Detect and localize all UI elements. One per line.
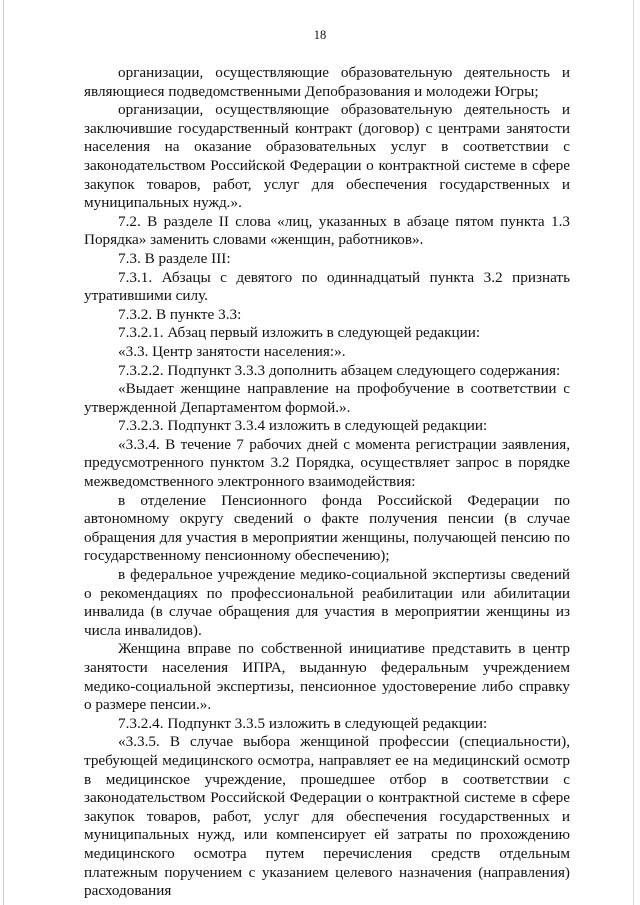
paragraph-1: организации, осуществляющие образовательную деятельность и являющиеся подведомственными Депобразования и молодежи Югры; bbox=[84, 64, 570, 100]
paragraph-12: «3.3.4. В течение 7 рабочих дней с момента регистрации заявления, предусмотренного пунктом 3.2 Порядка, осуществляет запрос в порядке межведомственного электронного взаимодействия: bbox=[84, 435, 570, 491]
paragraph-8: «3.3. Центр занятости населения:». bbox=[118, 342, 346, 360]
paragraph-7: 7.3.2.1. Абзац первый изложить в следующей редакции: bbox=[118, 324, 481, 342]
paragraph-9: 7.3.2.2. Подпункт 3.3.3 дополнить абзацем следующего содержания: bbox=[118, 361, 561, 379]
paragraph-10: «Выдает женщине направление на профобучение в соответствии с утвержденной Департаментом формой.». bbox=[84, 380, 570, 416]
paragraph-4: 7.3. В разделе III: bbox=[118, 249, 231, 267]
paragraph-17: «3.3.5. В случае выбора женщиной профессии (специальности), требующей медицинского осмотра, направляет ее на медицинский осмотр в медицинское учреждение, прошедшее отбор в соответствии с законодательством Российской Федерации о контрактной системе в сфере закупок товаров, работ, услуг для обеспечения государственных и муниципальных нужд, или компенсирует ей затраты по прохождению медицинского осмотра путем перечисления средств отдельным платежным поручением с указанием целевого назначения (направления) расходования bbox=[84, 733, 570, 900]
paragraph-6: 7.3.2. В пункте 3.3: bbox=[118, 305, 242, 323]
paragraph-13: в отделение Пенсионного фонда Российской Федерации по автономному округу сведений о факте получения пенсии (в случае обращения для участия в мероприятии женщины, получающей пенсию по государственному пенсионному обеспечению); bbox=[84, 491, 570, 565]
scan-edge-right bbox=[633, 0, 634, 905]
paragraph-16: 7.3.2.4. Подпункт 3.3.5 изложить в следующей редакции: bbox=[118, 714, 488, 732]
scan-edge-left bbox=[3, 0, 4, 905]
page-number: 18 bbox=[313, 28, 327, 42]
paragraph-11: 7.3.2.3. Подпункт 3.3.4 изложить в следующей редакции: bbox=[118, 417, 488, 435]
paragraph-3: 7.2. В разделе II слова «лиц, указанных в абзаце пятом пункта 1.3 Порядка» заменить словами «женщин, работников». bbox=[84, 212, 570, 249]
paragraph-5: 7.3.1. Абзацы с девятого по одиннадцатый пункта 3.2 признать утратившими силу. bbox=[84, 268, 570, 305]
paragraph-14: в федеральное учреждение медико-социальной экспертизы сведений о рекомендациях по профессиональной реабилитации или абилитации инвалида (в случае обращения для участия в мероприятии женщины из числа инвалидов). bbox=[84, 566, 570, 639]
document-body bbox=[84, 64, 570, 901]
paragraph-15: Женщина вправе по собственной инициативе представить в центр занятости населения ИПРА, выданную федеральным учреждением медико-социальной экспертизы, пенсионное удостоверение либо справку о размере пенсии.». bbox=[84, 640, 570, 714]
paragraph-2: организации, осуществляющие образовательную деятельность и заключившие государственный контракт (договор) с центрами занятости населения на оказание образовательных услуг в соответствии с законодательством Российской Федерации о контрактной системе в сфере закупок товаров, работ, услуг для обеспечения государственных и муниципальных нужд.». bbox=[84, 101, 570, 212]
